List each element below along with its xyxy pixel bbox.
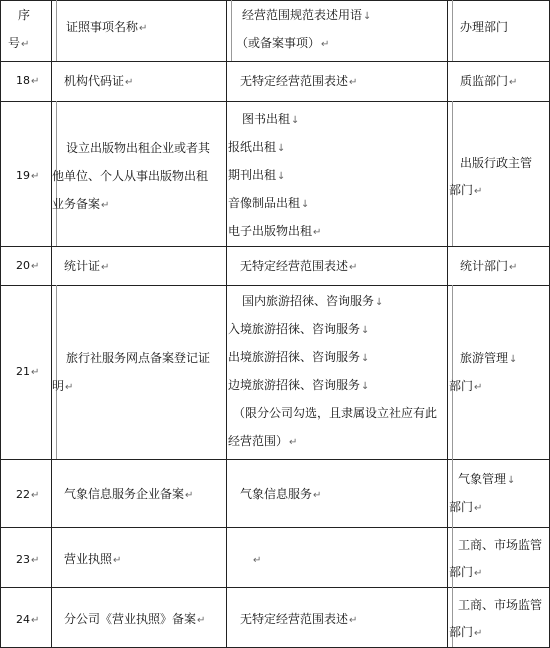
- row-name: 气象信息服务企业备案↵: [64, 487, 194, 501]
- row-dept: 旅游管理↓: [460, 351, 518, 365]
- row-dept: 部门↵: [449, 500, 483, 514]
- row-border: [0, 0, 550, 1]
- row-dept: 气象管理↓: [458, 472, 516, 486]
- row-seq: 21↵: [16, 365, 40, 378]
- row-border: [0, 527, 550, 528]
- row-name: 营业执照↵: [64, 552, 122, 566]
- row-scope: 经营范围）↵: [228, 434, 298, 448]
- row-name: 统计证↵: [64, 259, 110, 273]
- row-dept: 出版行政主管: [460, 156, 533, 170]
- row-border: [0, 587, 550, 588]
- row-name: 分公司《营业执照》备案↵: [64, 612, 206, 626]
- header-seq: 序: [18, 8, 31, 22]
- row-scope: 边境旅游招徕、咨询服务↓: [228, 378, 370, 392]
- inner-edge: [452, 0, 453, 61]
- inner-edge: [452, 285, 453, 459]
- row-dept: 工商、市场监管: [458, 598, 543, 612]
- row-scope: 气象信息服务↵: [240, 487, 322, 501]
- row-scope: 无特定经营范围表述↵: [240, 612, 358, 626]
- header-dept: 办理部门: [460, 20, 509, 34]
- inner-edge: [231, 0, 232, 61]
- row-name: 设立出版物出租企业或者其: [66, 141, 211, 155]
- row-seq: 23↵: [16, 553, 40, 566]
- row-border: [0, 459, 550, 460]
- inner-edge: [452, 459, 453, 647]
- row-scope: 国内旅游招徕、咨询服务↓: [242, 294, 384, 308]
- row-scope: 无特定经营范围表述↵: [240, 259, 358, 273]
- row-name: 机构代码证↵: [64, 74, 134, 88]
- row-scope: 音像制品出租↓: [228, 196, 310, 210]
- row-dept: 统计部门↵: [460, 259, 518, 273]
- row-seq: 19↵: [16, 169, 40, 182]
- header-name: 证照事项名称↵: [66, 20, 148, 34]
- inner-edge: [452, 101, 453, 246]
- row-scope: 无特定经营范围表述↵: [240, 74, 358, 88]
- row-seq: 18↵: [16, 74, 40, 87]
- row-dept: 部门↵: [449, 379, 483, 393]
- row-scope: 电子出版物出租↵: [228, 224, 322, 238]
- row-scope: （限分公司勾选，且隶属设立社应有此: [233, 406, 438, 420]
- row-name: 明↵: [52, 379, 74, 393]
- inner-edge: [56, 285, 57, 459]
- row-scope: 期刊出租↓: [228, 168, 286, 182]
- header-scope: 经营范围规范表述用语↓: [242, 8, 372, 22]
- row-scope: 出境旅游招徕、咨询服务↓: [228, 350, 370, 364]
- inner-edge: [56, 0, 57, 61]
- row-scope: 报纸出租↓: [228, 140, 286, 154]
- row-name: 他单位、个人从事出版物出租: [52, 169, 209, 183]
- row-border: [0, 101, 550, 102]
- column-border: [0, 0, 1, 648]
- row-dept: 部门↵: [449, 183, 483, 197]
- row-border: [0, 285, 550, 286]
- header-seq: 号↵: [8, 36, 30, 50]
- row-scope: 图书出租↓: [242, 112, 300, 126]
- column-border: [51, 0, 52, 648]
- row-dept: 部门↵: [449, 565, 483, 579]
- row-scope: 入境旅游招徕、咨询服务↓: [228, 322, 370, 336]
- row-seq: 24↵: [16, 613, 40, 626]
- row-seq: 20↵: [16, 259, 40, 272]
- row-name: 旅行社服务网点备案登记证: [66, 351, 211, 365]
- row-dept: 质监部门↵: [460, 74, 518, 88]
- row-name: 业务备案↵: [52, 197, 110, 211]
- row-border: [0, 61, 550, 62]
- row-seq: 22↵: [16, 488, 40, 501]
- row-scope: ↵: [253, 555, 262, 566]
- column-border: [447, 0, 448, 648]
- row-dept: 工商、市场监管: [458, 538, 543, 552]
- header-scope: （或备案事项）↵: [236, 36, 330, 50]
- column-border: [226, 0, 227, 648]
- row-border: [0, 246, 550, 247]
- row-dept: 部门↵: [449, 625, 483, 639]
